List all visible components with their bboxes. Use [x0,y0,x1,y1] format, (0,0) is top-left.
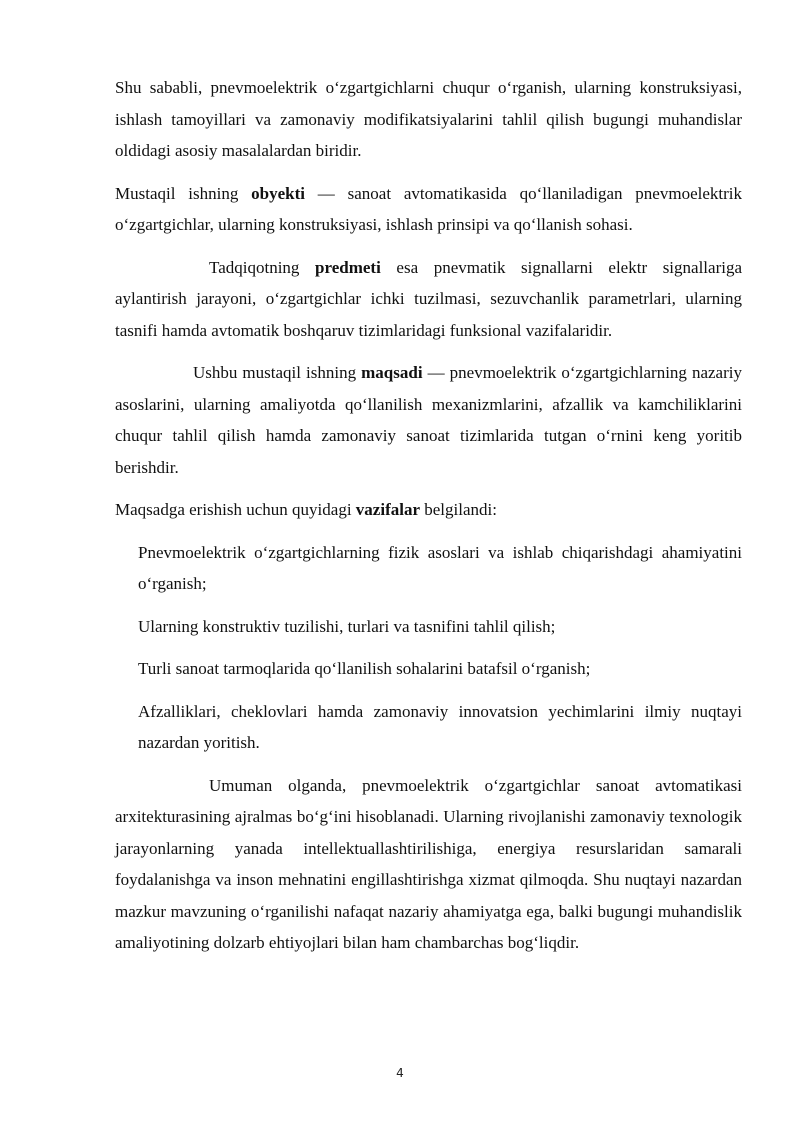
paragraph-subject [115,252,742,347]
subject-body-text: esa pnevmatik signallarni elektr signallariga aylantirish jarayoni, o‘zgartgichlar ichki tuzilmasi, sezuvchanlik parametrlari, ularning tasnifi hamda avtomatik boshqaruv tizimlaridagi funksional vazifalaridir. [115,257,742,340]
document-page [115,72,742,959]
paragraph-goal [115,357,742,483]
paragraph-intro: Shu sababli, pnevmoelektrik o‘zgartgichlarni chuqur o‘rganish, ularning konstruksiyasi, ishlash tamoyillari va zamonaviy modifikatsiyalarini tahlil qilish bugungi muhandislar oldidagi asosiy masalalardan biridir. [115,78,742,160]
object-body-text: — sanoat avtomatikasida qo‘llaniladigan pnevmoelektrik o‘zgartgichlar, ularning konstruksiyasi, ishlash prinsipi va qo‘llanish sohasi. [115,183,742,234]
page-number: 4 [396,1066,404,1080]
tasks-term: vazifalar [355,500,420,519]
paragraph-conclusion: Umuman olganda, pnevmoelektrik o‘zgartgichlar sanoat avtomatikasi arxitekturasining ajralmas bo‘g‘ini hisoblanadi. Ularning rivojlanishi zamonaviy texnologik jarayonlarning yanada intellektuallashtirilishiga, energiya resurslaridan samarali foydalanishga va inson mehnatini engillashtirishga xizmat qilmoqda. Shu nuqtayi nazardan mazkur mavzuning o‘rganilishi nafaqat nazariy ahamiyatga ega, balki bugungi muhandislik amaliyotining dolzarb ehtiyojlari bilan ham chambarchas bog‘liqdir. [115,775,742,952]
goal-lead-text: Ushbu mustaqil ishning [193,363,362,382]
task-item: Afzalliklari, cheklovlari hamda zamonaviy innovatsion yechimlarini ilmiy nuqtayi nazardan yoritish. [138,701,742,752]
paragraph-object [115,178,742,241]
task-list [138,537,742,759]
task-item: Ularning konstruktiv tuzilishi, turlari va tasnifini tahlil qilish; [138,616,556,636]
goal-body-text: — pnevmoelektrik o‘zgartgichlarning nazariy asoslarini, ularning amaliyotda qo‘llanilish mexanizmlarini, afzallik va kamchiliklarini chuqur tahlil qilish hamda zamonaviy sanoat tizimlarida tutgan o‘rnini keng yoritib berishdir. [115,363,742,477]
paragraph-tasks-intro [115,494,742,526]
goal-term: maqsadi [361,363,423,382]
task-item: Pnevmoelektrik o‘zgartgichlarning fizik asoslari va ishlab chiqarishdagi ahamiyatini o‘rganish; [138,542,742,593]
object-term: obyekti [251,183,305,203]
object-lead-text: Mustaqil ishning [115,183,252,203]
task-item: Turli sanoat tarmoqlarida qo‘llanilish sohalarini batafsil o‘rganish; [138,659,591,678]
tasks-tail-text: belgilandi: [420,500,497,519]
subject-term: predmeti [315,257,381,277]
subject-lead-text: Tadqiqotning [209,257,316,277]
tasks-lead-text: Maqsadga erishish uchun quyidagi [115,500,356,519]
